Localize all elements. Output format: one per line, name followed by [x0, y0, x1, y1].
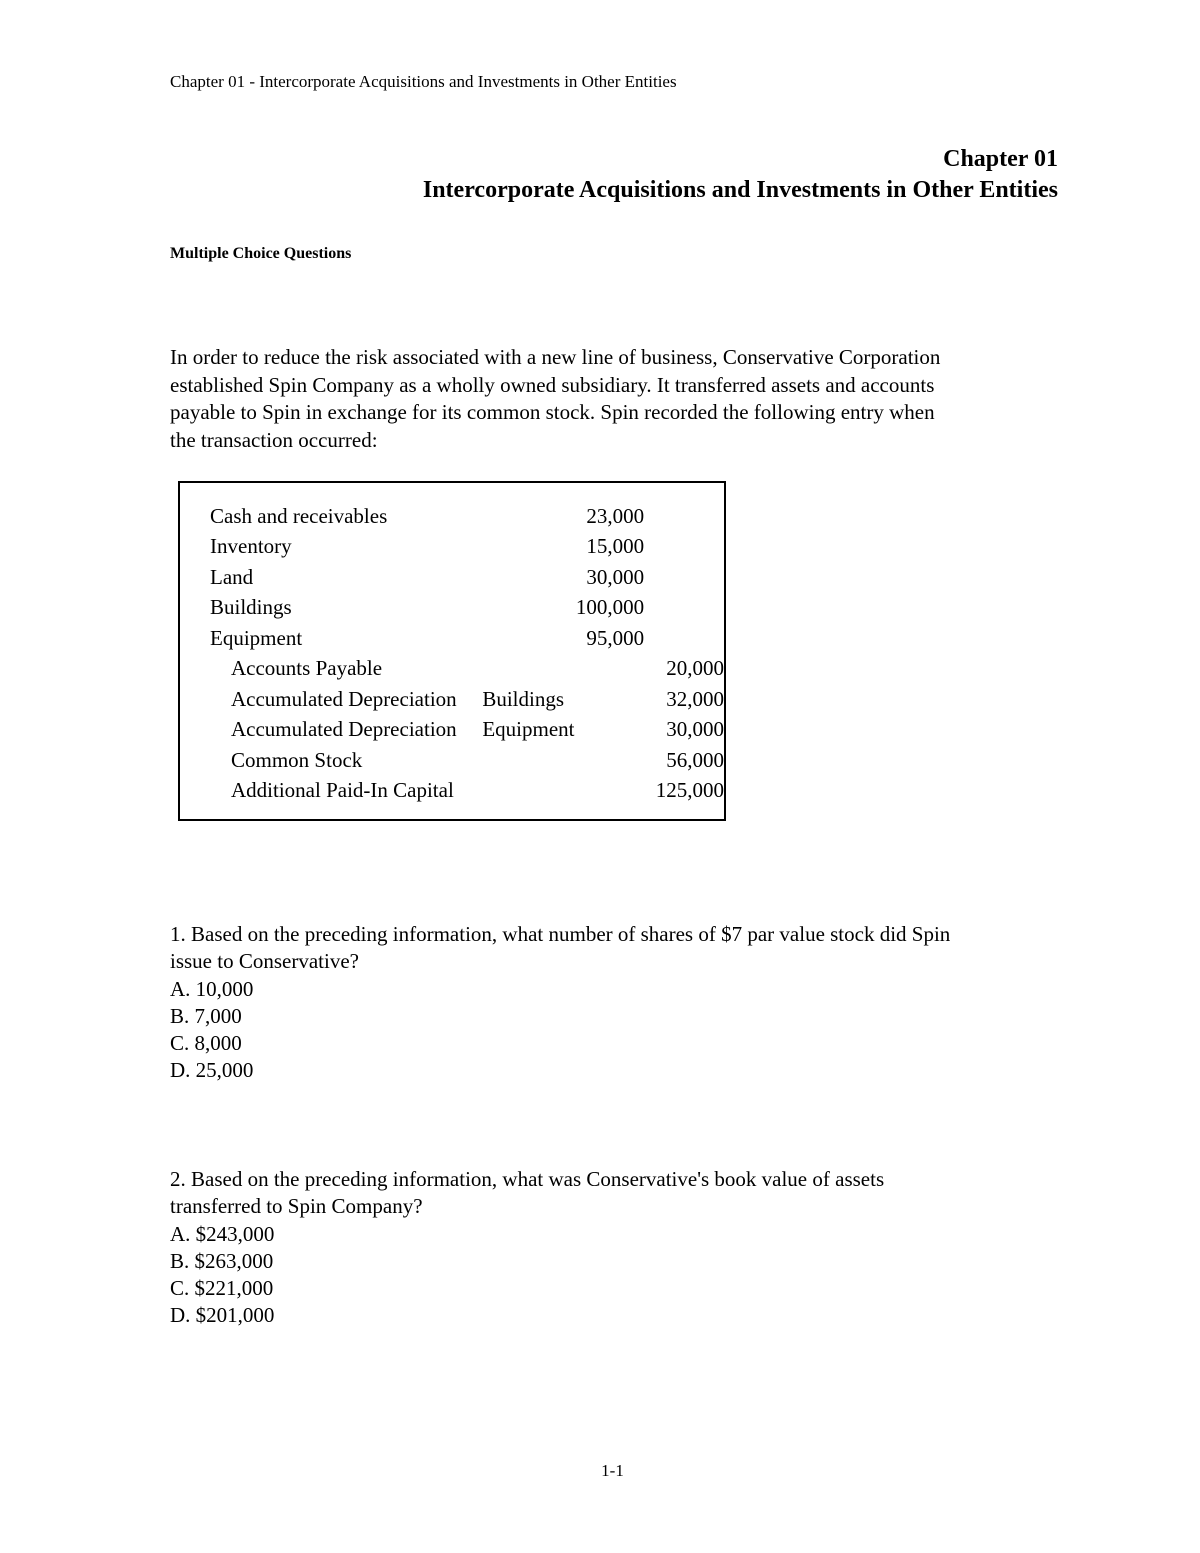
- credit-amount: [644, 593, 724, 624]
- sub-account: Buildings: [482, 686, 565, 711]
- account-name: Accumulated Depreciation: [231, 686, 457, 711]
- credit-amount: 20,000: [666, 656, 724, 681]
- sub-account: [482, 501, 576, 532]
- answer-option-b: B. 7,000: [170, 1003, 242, 1028]
- title-block: [423, 144, 1058, 206]
- sub-account: [482, 776, 576, 807]
- debit-amount: 95,000: [586, 625, 645, 650]
- account-name: Common Stock: [231, 747, 363, 772]
- answer-option-a: A. 10,000: [170, 976, 254, 1001]
- section-heading: Multiple Choice Questions: [170, 245, 352, 262]
- account-name: Accounts Payable: [231, 656, 383, 681]
- answer-option-a: A. $243,000: [170, 1221, 275, 1246]
- intro-line: payable to Spin in exchange for its common stock. Spin recorded the following entry when: [170, 400, 935, 424]
- credit-amount: 125,000: [655, 778, 724, 803]
- journal-row: [210, 623, 724, 654]
- journal-row: [210, 745, 724, 776]
- account-name: Cash and receivables: [210, 503, 388, 528]
- sub-account: Equipment: [482, 717, 575, 742]
- answer-option-c: C. 8,000: [170, 1031, 242, 1056]
- question-stem-line: transferred to Spin Company?: [170, 1194, 423, 1219]
- journal-row: [210, 715, 724, 746]
- journal-entry-box: [178, 481, 726, 821]
- credit-amount: [644, 623, 724, 654]
- journal-row: [210, 654, 724, 685]
- sub-account: [482, 745, 576, 776]
- running-header: Chapter 01 - Intercorporate Acquisitions and Investments in Other Entities: [170, 72, 677, 91]
- debit-amount: 23,000: [586, 503, 645, 528]
- question-stem-line: 1. Based on the preceding information, what number of shares of $7 par value stock did Spin: [170, 922, 951, 946]
- credit-amount: 56,000: [666, 747, 724, 772]
- sub-account: [482, 532, 576, 563]
- journal-row: [210, 776, 724, 807]
- answer-option-b: B. $263,000: [170, 1248, 274, 1273]
- chapter-number: Chapter 01: [943, 146, 1058, 172]
- sub-account: [482, 654, 576, 685]
- intro-line: established Spin Company as a wholly owned subsidiary. It transferred assets and accounts: [170, 372, 935, 397]
- journal-entry-table: [210, 501, 724, 806]
- credit-amount: [644, 532, 724, 563]
- credit-amount: [644, 501, 724, 532]
- chapter-title: Intercorporate Acquisitions and Investments in Other Entities: [422, 177, 1058, 203]
- sub-account: [482, 562, 576, 593]
- intro-line: In order to reduce the risk associated with a new line of business, Conservative Corporation: [170, 345, 941, 369]
- journal-row: [210, 593, 724, 624]
- intro-paragraph: [170, 344, 1050, 454]
- account-name: Inventory: [210, 534, 292, 559]
- debit-amount: [576, 715, 644, 746]
- answer-option-d: D. $201,000: [170, 1303, 275, 1328]
- account-name: Additional Paid-In Capital: [231, 778, 454, 803]
- sub-account: [482, 593, 576, 624]
- journal-row: [210, 501, 724, 532]
- answer-option-d: D. 25,000: [170, 1058, 254, 1083]
- debit-amount: [576, 684, 644, 715]
- intro-line: the transaction occurred:: [170, 427, 378, 452]
- debit-amount: 30,000: [586, 564, 645, 589]
- credit-amount: 32,000: [666, 686, 724, 711]
- answer-option-c: C. $221,000: [170, 1276, 274, 1301]
- debit-amount: [576, 654, 644, 685]
- journal-row: [210, 532, 724, 563]
- question-1: [170, 921, 1070, 1085]
- question-stem-line: issue to Conservative?: [170, 949, 359, 974]
- account-name: Land: [210, 564, 254, 589]
- account-name: Equipment: [210, 625, 303, 650]
- question-stem-line: 2. Based on the preceding information, what was Conservative's book value of assets: [170, 1167, 885, 1191]
- question-2: [170, 1166, 1070, 1330]
- journal-row: [210, 562, 724, 593]
- debit-amount: [576, 745, 644, 776]
- journal-row: [210, 684, 724, 715]
- debit-amount: 100,000: [575, 595, 645, 620]
- account-name: Buildings: [210, 595, 292, 620]
- credit-amount: 30,000: [666, 717, 724, 742]
- sub-account: [482, 623, 576, 654]
- page-number: 1-1: [601, 1461, 624, 1480]
- debit-amount: [576, 776, 644, 807]
- debit-amount: 15,000: [586, 534, 645, 559]
- credit-amount: [644, 562, 724, 593]
- account-name: Accumulated Depreciation: [231, 717, 457, 742]
